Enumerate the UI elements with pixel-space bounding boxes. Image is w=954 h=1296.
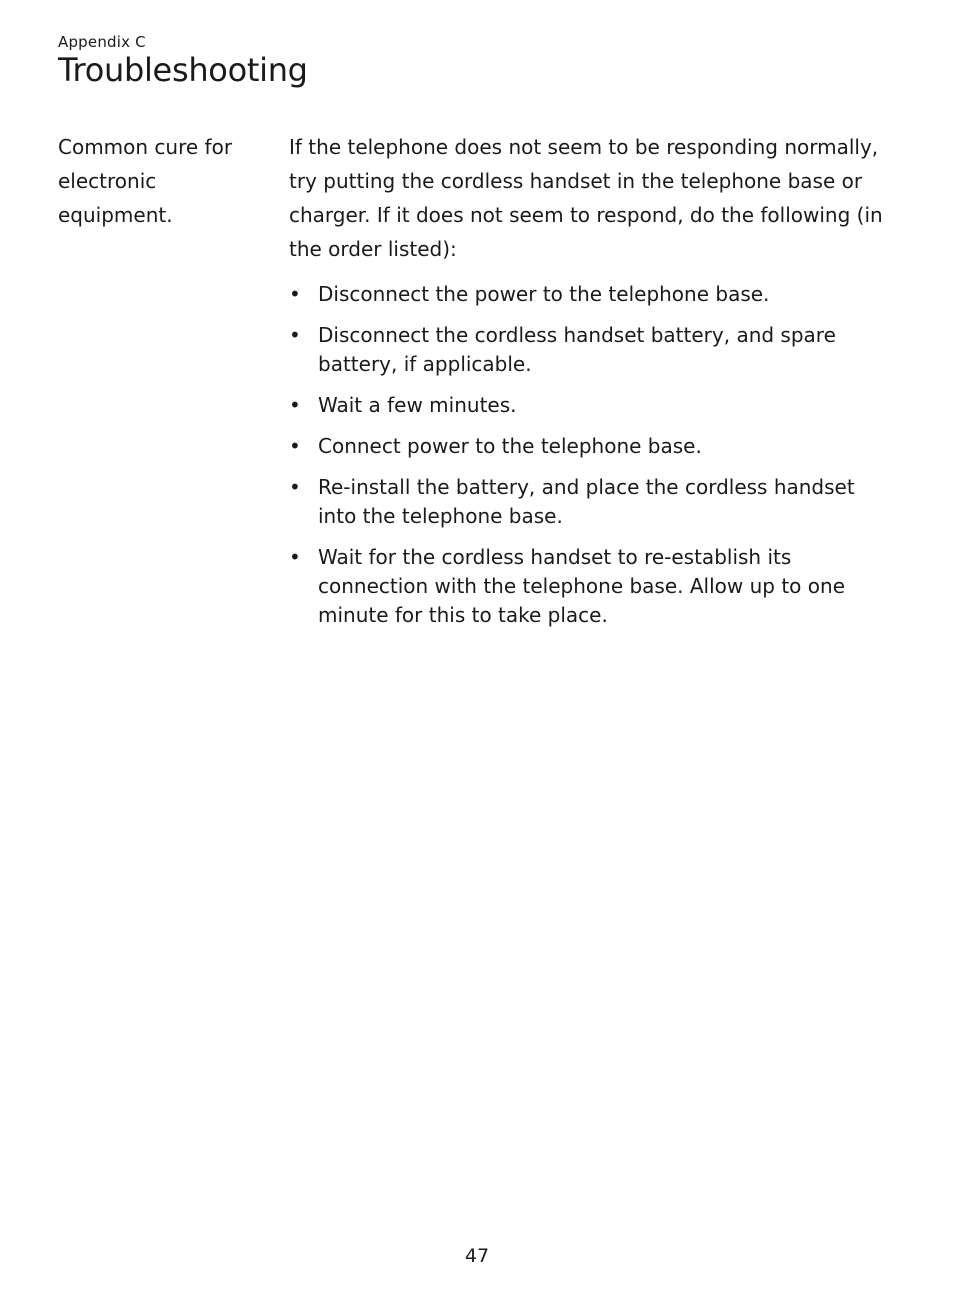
page-header bbox=[58, 33, 308, 88]
list-item-text: Connect power to the telephone base. bbox=[318, 434, 702, 458]
bullet-icon: • bbox=[289, 545, 301, 569]
bullet-icon: • bbox=[289, 323, 301, 347]
appendix-label: Appendix C bbox=[58, 33, 146, 51]
list-item-text: Wait a few minutes. bbox=[318, 393, 517, 417]
list-item-text: Disconnect the cordless handset battery, and spare battery, if applicable. bbox=[318, 323, 836, 376]
bullet-icon: • bbox=[289, 475, 301, 499]
list-item-text: Re-install the battery, and place the cordless handset into the telephone base. bbox=[318, 475, 855, 528]
list-item bbox=[289, 280, 899, 309]
list-item bbox=[289, 391, 899, 420]
list-item bbox=[289, 321, 899, 379]
list-item bbox=[289, 543, 899, 630]
list-item-text: Disconnect the power to the telephone base. bbox=[318, 282, 770, 306]
steps-list bbox=[289, 280, 899, 630]
page-number: 47 bbox=[464, 1245, 490, 1267]
bullet-icon: • bbox=[289, 393, 301, 417]
bullet-icon: • bbox=[289, 282, 301, 306]
list-item bbox=[289, 473, 899, 531]
section-content bbox=[289, 130, 899, 642]
page-title: Troubleshooting bbox=[58, 51, 308, 89]
list-item-text: Wait for the cordless handset to re-establish its connection with the telephone base. Allow up to one minute for this to take place. bbox=[318, 545, 845, 627]
bullet-icon: • bbox=[289, 434, 301, 458]
list-item bbox=[289, 432, 899, 461]
intro-paragraph: If the telephone does not seem to be responding normally, try putting the cordless handset in the telephone base or charger. If it does not seem to respond, do the following (in the order listed): bbox=[289, 135, 883, 261]
section-side-label: Common cure for electronic equipment. bbox=[58, 135, 233, 227]
